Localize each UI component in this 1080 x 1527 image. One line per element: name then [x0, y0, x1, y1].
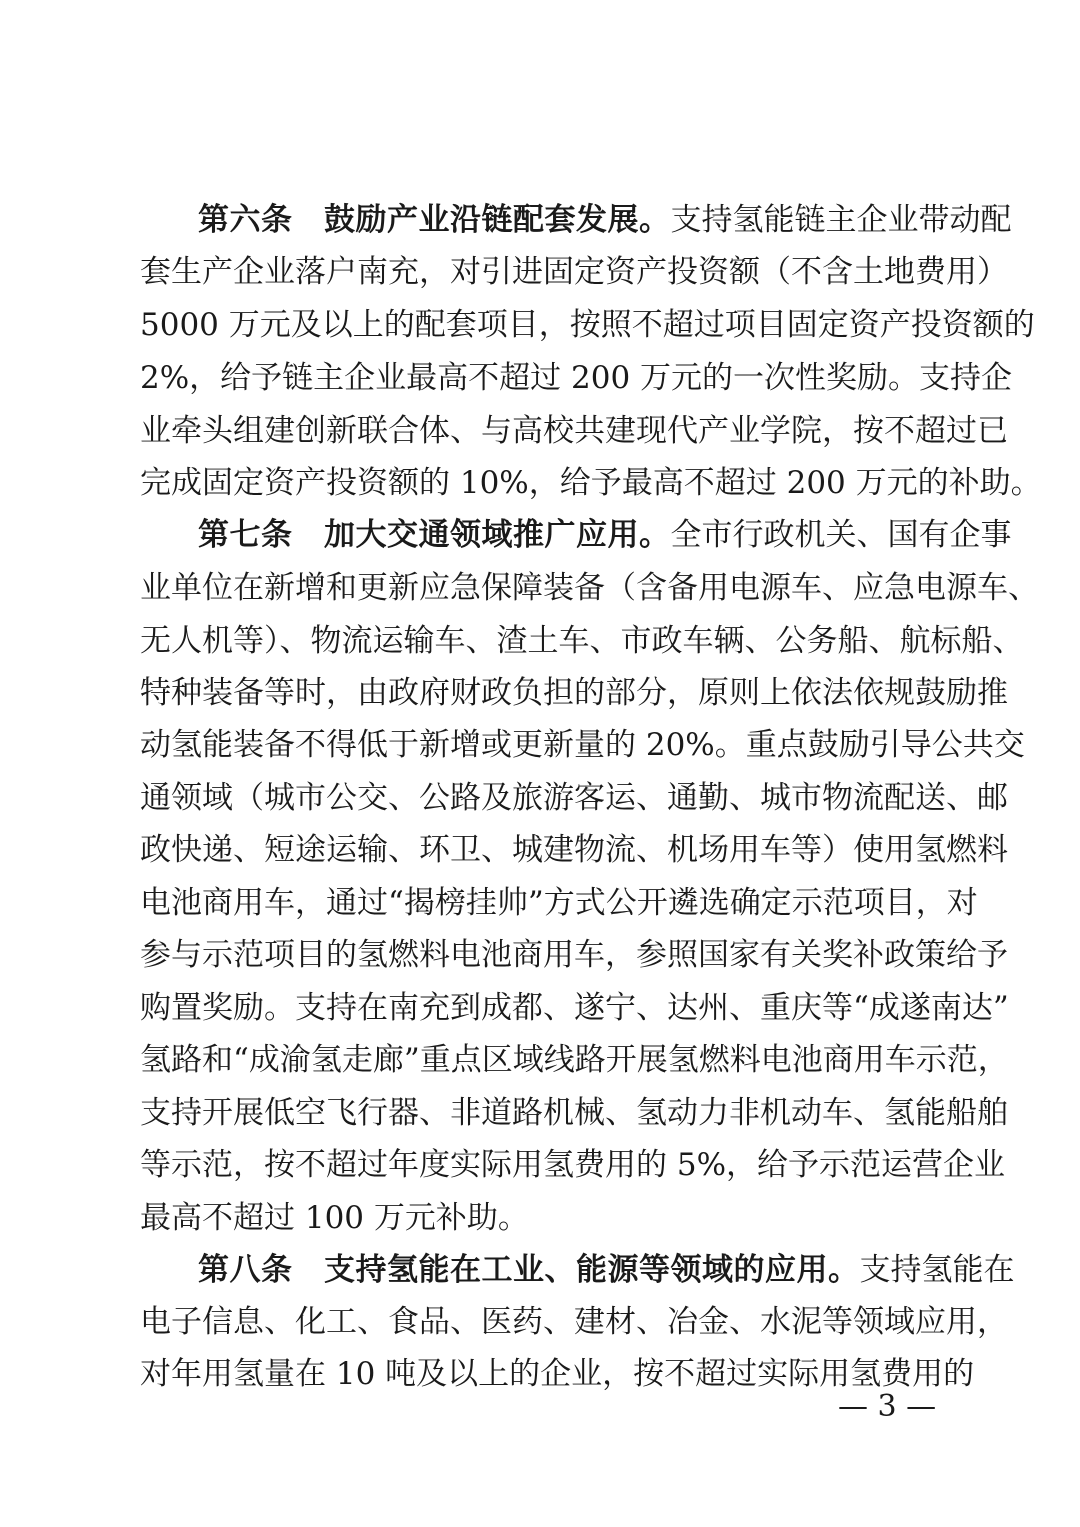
article-7-line-11: 氢路和“成渝氢走廊”重点区域线路开展氢燃料电池商用车示范， [140, 1042, 1009, 1078]
article-7-heading: 第七条 加大交通领域推广应用。 [198, 517, 671, 553]
article-7-line-8: 电池商用车，通过“揭榜挂帅”方式公开遴选确定示范项目，对 [140, 885, 978, 921]
article-8-heading: 第八条 支持氢能在工业、能源等领域的应用。 [198, 1252, 860, 1288]
article-7-line-2: 业单位在新增和更新应急保障装备（含备用电源车、应急电源车、 [140, 570, 1039, 606]
article-6-line-4: 2%，给予链主企业最高不超过 200 万元的一次性奖励。支持企 [140, 360, 1013, 396]
article-7-line-12: 支持开展低空飞行器、非道路机械、氢动力非机动车、氢能船舶 [140, 1095, 1008, 1131]
article-8-line-3: 对年用氢量在 10 吨及以上的企业，按不超过实际用氢费用的 [140, 1356, 975, 1392]
article-6-heading: 第六条 鼓励产业沿链配套发展。 [198, 202, 671, 238]
article-7-line-13: 等示范，按不超过年度实际用氢费用的 5%，给予示范运营企业 [140, 1147, 1006, 1183]
article-6-line-6: 完成固定资产投资额的 10%，给予最高不超过 200 万元的补助。 [140, 465, 1042, 501]
article-7-line-1 [198, 515, 1012, 555]
article-7-line-10: 购置奖励。支持在南充到成都、遂宁、达州、重庆等“成遂南达” [140, 990, 1009, 1026]
article-8-line-1 [198, 1250, 1015, 1290]
article-6-line-3: 5000 万元及以上的配套项目，按照不超过项目固定资产投资额的 [140, 307, 1035, 343]
article-7-line-4: 特种装备等时，由政府财政负担的部分，原则上依法依规鼓励推 [140, 675, 1008, 711]
article-7-line-9: 参与示范项目的氢燃料电池商用车，参照国家有关奖补政策给予 [140, 937, 1008, 973]
article-6-text: 支持氢能链主企业带动配 [670, 202, 1012, 238]
article-7-line-14: 最高不超过 100 万元补助。 [140, 1200, 529, 1236]
article-7-line-5: 动氢能装备不得低于新增或更新量的 20%。重点鼓励引导公共交 [140, 727, 1025, 763]
article-8-text: 支持氢能在 [859, 1252, 1015, 1288]
article-6-line-2: 套生产企业落户南充，对引进固定资产投资额（不含土地费用） [140, 254, 1008, 290]
article-7-text: 全市行政机关、国有企事 [670, 517, 1012, 553]
article-7-line-7: 政快递、短途运输、环卫、城建物流、机场用车等）使用氢燃料 [140, 832, 1008, 868]
article-7-line-3: 无人机等）、物流运输车、渣土车、市政车辆、公务船、航标船、 [140, 623, 1024, 659]
article-6-line-1 [198, 200, 1012, 240]
article-6-line-5: 业牵头组建创新联合体、与高校共建现代产业学院，按不超过已 [140, 413, 1008, 449]
page-number: — 3 — [838, 1389, 937, 1424]
article-7-line-6: 通领域（城市公交、公路及旅游客运、通勤、城市物流配送、邮 [140, 780, 1008, 816]
article-8-line-2: 电子信息、化工、食品、医药、建材、冶金、水泥等领域应用， [140, 1304, 1008, 1340]
